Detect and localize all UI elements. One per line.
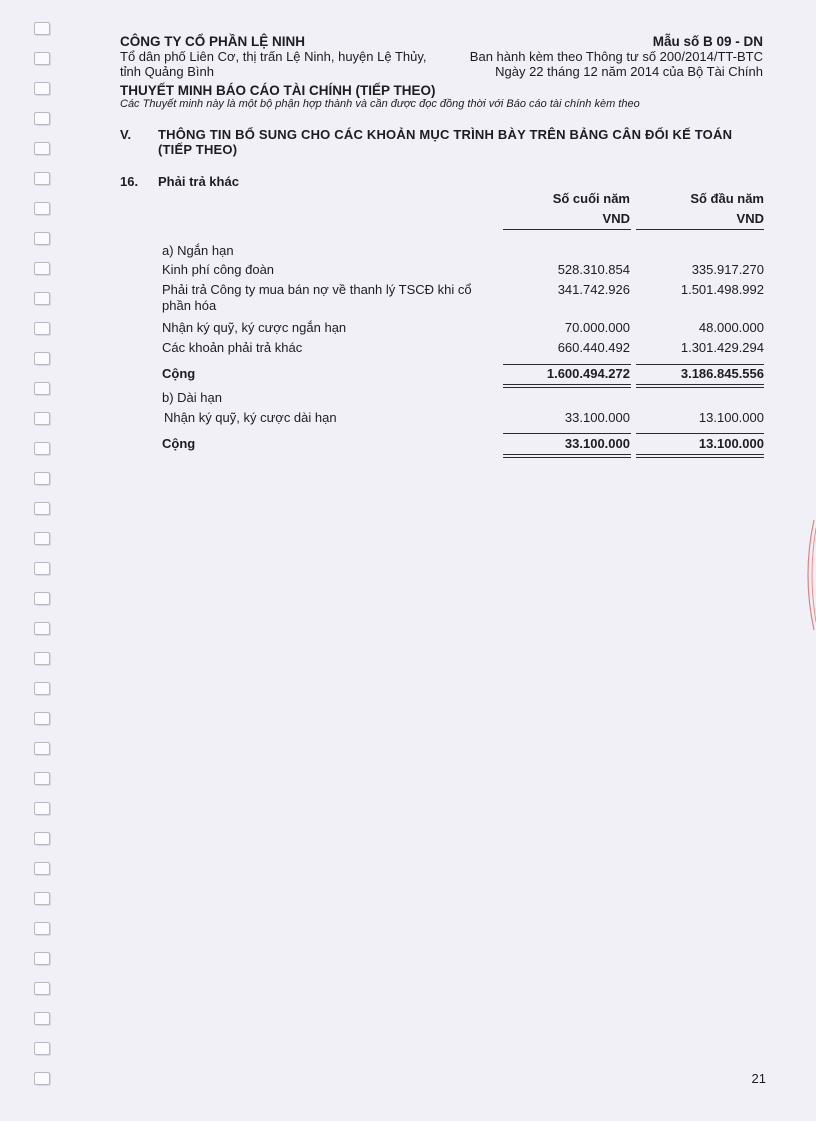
note-number: 16.: [120, 174, 139, 189]
short-term-total-begin: 3.186.845.556: [680, 366, 764, 381]
total-rule: [503, 364, 631, 365]
table-row-label: Các khoản phải trả khác: [162, 340, 303, 355]
section-number: V.: [120, 127, 132, 142]
table-row-label: Phải trả Công ty mua bán nợ về thanh lý TSCĐ khi cổ phần hóa: [162, 282, 472, 313]
table-row-begin-value: 48.000.000: [698, 320, 764, 335]
double-underline: [503, 454, 631, 455]
table-row-begin-value: 1.501.498.992: [680, 282, 764, 297]
double-underline: [636, 454, 764, 455]
double-underline: [636, 384, 764, 385]
double-underline: [636, 457, 764, 458]
column-currency-begin-year: VND: [736, 211, 764, 226]
issued-by-line1: Ban hành kèm theo Thông tư số 200/2014/TT-BTC: [469, 49, 763, 64]
table-row-end-value: 341.742.926: [557, 282, 630, 297]
short-term-total-end: 1.600.494.272: [546, 366, 630, 381]
long-term-total-label: Cộng: [162, 436, 196, 451]
total-rule: [636, 364, 764, 365]
column-currency-end-year: VND: [602, 211, 630, 226]
total-rule: [503, 433, 631, 434]
company-header: [120, 34, 427, 79]
table-row-begin-value: 335.917.270: [691, 262, 764, 277]
issued-by-line2: Ngày 22 tháng 12 năm 2014 của Bộ Tài Chính: [495, 64, 763, 79]
table-row-end-value: 70.000.000: [564, 320, 630, 335]
table-row-end-value: 33.100.000: [564, 410, 630, 425]
company-address-line2: tỉnh Quảng Bình: [120, 64, 214, 79]
page-number: 21: [751, 1071, 766, 1086]
form-number: Mẫu số B 09 - DN: [652, 34, 763, 49]
long-term-total-begin: 13.100.000: [698, 436, 764, 451]
short-term-heading: a) Ngắn hạn: [162, 243, 234, 258]
form-header: [470, 34, 763, 79]
table-row-begin-value: 13.100.000: [698, 410, 764, 425]
double-underline: [503, 384, 631, 385]
stamp-edge: [800, 520, 816, 630]
table-row-begin-value: 1.301.429.294: [680, 340, 764, 355]
table-row-label: Nhận ký quỹ, ký cược dài hạn: [164, 410, 337, 425]
long-term-heading: b) Dài hạn: [162, 390, 222, 405]
table-row-end-value: 528.310.854: [557, 262, 630, 277]
header-underline: [636, 229, 764, 230]
company-name: CÔNG TY CỔ PHẦN LỆ NINH: [120, 34, 306, 49]
company-address-line1: Tổ dân phố Liên Cơ, thị trấn Lệ Ninh, huyện Lệ Thủy,: [120, 49, 427, 64]
table-row-label: Nhận ký quỹ, ký cược ngắn hạn: [162, 320, 347, 335]
column-header-begin-year: Số đầu năm: [690, 191, 764, 206]
table-row-end-value: 660.440.492: [557, 340, 630, 355]
double-underline: [503, 457, 631, 458]
short-term-total-label: Cộng: [162, 366, 196, 381]
header-underline: [503, 229, 631, 230]
double-underline: [503, 387, 631, 388]
note-title: Phải trả khác: [158, 174, 239, 189]
table-row-label: Kinh phí công đoàn: [162, 262, 275, 277]
page-title: THUYẾT MINH BÁO CÁO TÀI CHÍNH (TIẾP THEO): [120, 83, 436, 98]
column-header-end-year: Số cuối năm: [552, 191, 630, 206]
total-rule: [636, 433, 764, 434]
long-term-total-end: 33.100.000: [564, 436, 630, 451]
section-title: THÔNG TIN BỔ SUNG CHO CÁC KHOẢN MỤC TRÌNH BÀY TRÊN BẢNG CÂN ĐỐI KẾ TOÁN (TIẾP THEO): [158, 127, 733, 157]
page-subtitle: Các Thuyết minh này là một bộ phận hợp thành và cần được đọc đồng thời với Báo cáo tài chính kèm theo: [120, 98, 640, 110]
double-underline: [636, 387, 764, 388]
